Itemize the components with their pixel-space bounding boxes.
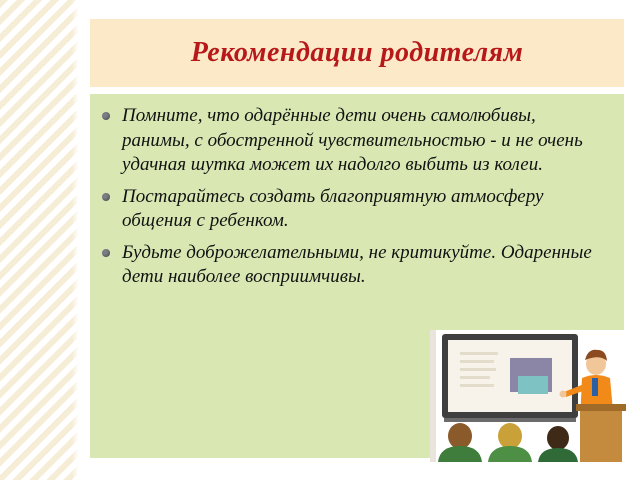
bullet-item [100,185,608,234]
bullet-item [100,241,608,290]
bullet-item [100,104,608,178]
bullet-list [100,104,608,297]
bullet-dot-icon [102,112,110,120]
classroom-teacher-clipart [430,330,626,462]
bullet-dot-icon [102,193,110,201]
decorative-stripe-border [0,0,78,480]
bullet-dot-icon [102,249,110,257]
slide-title: Рекомендации родителям [190,37,524,68]
classroom-illustration-icon [430,330,626,462]
bullet-text: Будьте доброжелательными, не критикуйте. Одаренные дети наиболее восприимчивы. [122,241,592,287]
slide-title-box [90,19,624,87]
bullet-text: Постарайтесь создать благоприятную атмосферу общения с ребенком. [122,185,544,231]
bullet-text: Помните, что одарённые дети очень самолюбивы, ранимы, с обостренной чувствительностью - и не очень удачная шутка может их надолго выбить из колеи. [122,105,583,175]
